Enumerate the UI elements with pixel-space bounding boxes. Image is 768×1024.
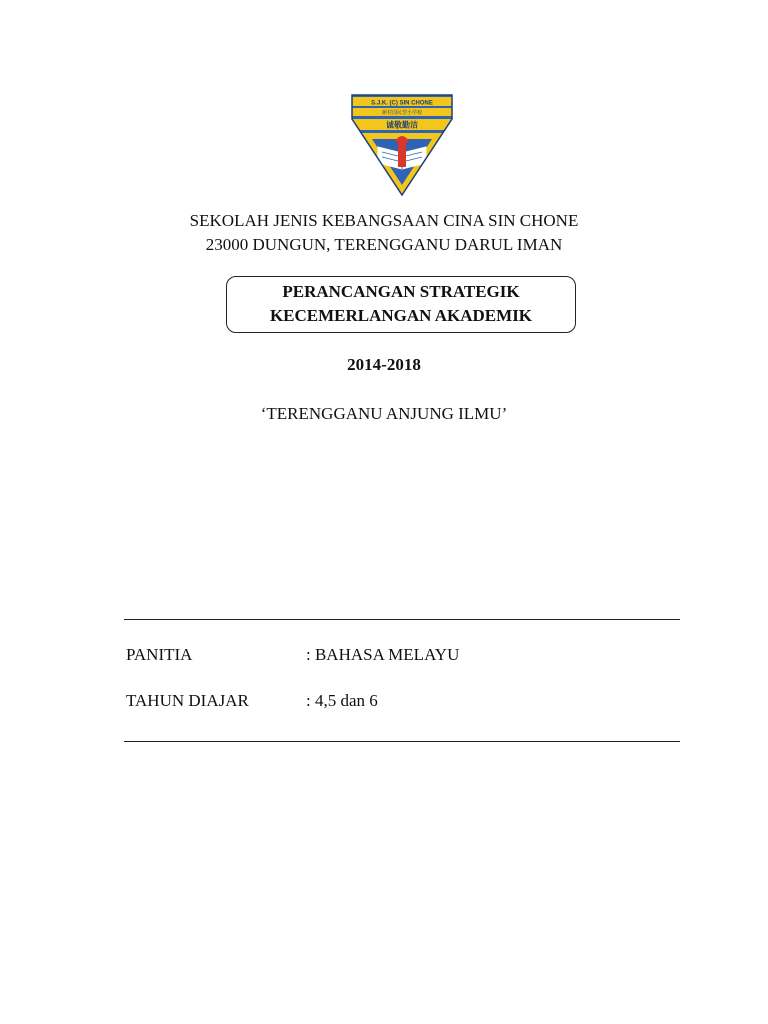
svg-text:新村国民型小学校: 新村国民型小学校 [381, 110, 423, 116]
tahun-diajar-value: : 4,5 dan 6 [306, 691, 378, 710]
plan-period: 2014-2018 [347, 355, 421, 374]
tahun-diajar-label: TAHUN DIAJAR [126, 691, 249, 710]
panitia-value: : BAHASA MELAYU [306, 645, 460, 664]
svg-text:诚敬勤洁: 诚敬勤洁 [386, 120, 418, 130]
title-line-2: KECEMERLANGAN AKADEMIK [269, 306, 533, 325]
svg-text:S.J.K. (C) SIN CHONE: S.J.K. (C) SIN CHONE [371, 100, 433, 107]
divider-bottom [124, 741, 680, 742]
document-title-box [226, 276, 576, 333]
panitia-label: PANITIA [126, 645, 193, 664]
school-name: SEKOLAH JENIS KEBANGSAAN CINA SIN CHONE [189, 211, 579, 230]
school-logo [350, 93, 454, 197]
divider-top [124, 619, 680, 620]
school-address: 23000 DUNGUN, TERENGGANU DARUL IMAN [205, 235, 563, 254]
title-line-1: PERANCANGAN STRATEGIK [282, 282, 520, 301]
motto: ‘TERENGGANU ANJUNG ILMU’ [260, 404, 508, 423]
